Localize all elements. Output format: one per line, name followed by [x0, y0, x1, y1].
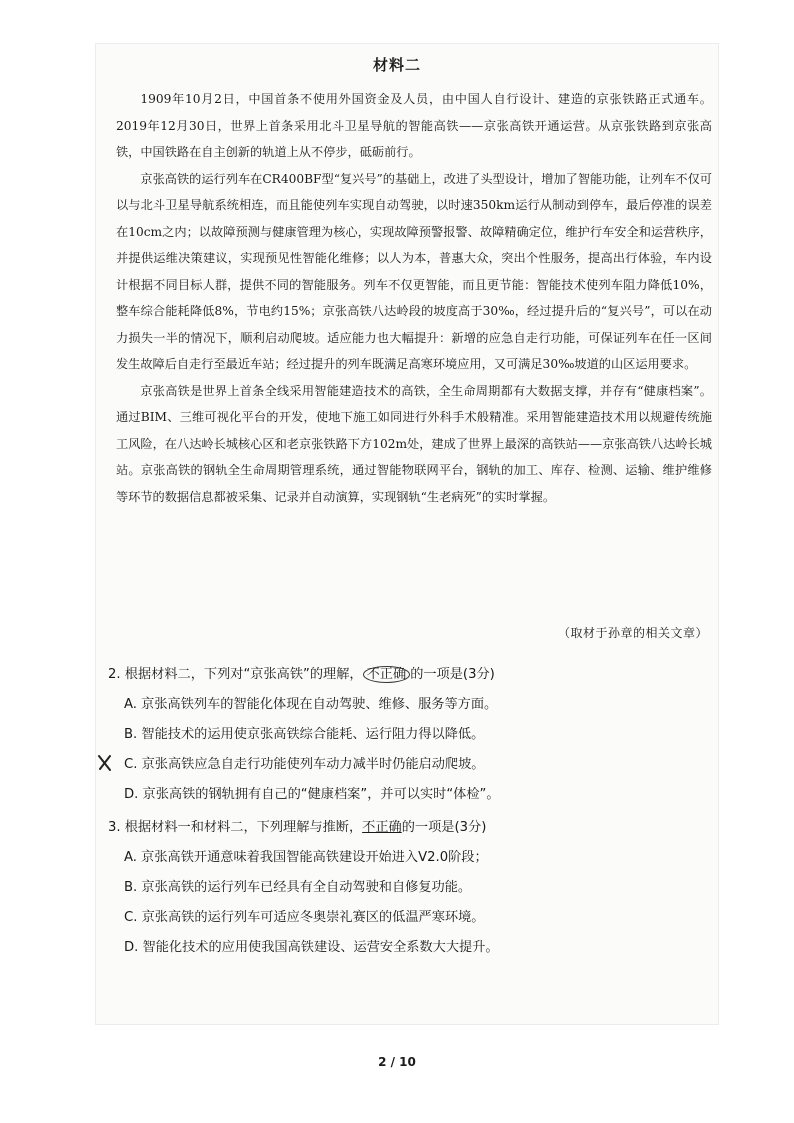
source-citation: （取材于孙章的相关文章）	[557, 626, 708, 640]
section-title: 材料二	[372, 56, 421, 74]
question-stem-after: 的一项是(3分)	[410, 667, 495, 682]
questions	[108, 660, 708, 963]
question-option: A. 京张高铁列车的智能化体现在自动驾驶、维修、服务等方面。	[124, 697, 498, 712]
question-stem-keyword: 不正确	[363, 666, 411, 683]
handwritten-check-mark	[96, 752, 114, 774]
question-stem-after: 的一项是(3分)	[401, 820, 487, 835]
question-stem-before: 3. 根据材料一和材料二，下列理解与推断，	[108, 820, 363, 835]
question-stem-keyword: 不正确	[362, 820, 402, 835]
question-option: C. 京张高铁应急自走行功能使列车动力减半时仍能启动爬坡。	[124, 757, 485, 772]
question-option: D. 京张高铁的钢轨拥有自己的“健康档案”，并可以实时“体检”。	[124, 787, 500, 802]
question-stem	[108, 813, 708, 843]
question-stem	[108, 660, 708, 690]
paragraph: 京张高铁是世界上首条全线采用智能建造技术的高铁，全生命周期都有大数据支撑，并存有“健康档案”。通过BIM、三维可视化平台的开发，使地下施工如同进行外科手术般精准。采用智能建造技术用以规避传统施工风险，在八达岭长城核心区和老京张铁路下方102m处，建成了世界上最深的高铁站——京张高铁八达岭长城站。京张高铁的钢轨全生命周期管理系统，通过智能物联网平台，钢轨的加工、库存、检测、运输、维护维修等环节的数据信息都被采集、记录并自动演算，实现钢轨“生老病死”的实时掌握。	[116, 383, 712, 504]
question-option: B. 京张高铁的运行列车已经具有全自动驾驶和自修复功能。	[124, 880, 472, 895]
question-option: B. 智能技术的运用使京张高铁综合能耗、运行阻力得以降低。	[124, 727, 485, 742]
question-option: C. 京张高铁的运行列车可适应冬奥崇礼赛区的低温严寒环境。	[124, 910, 485, 925]
question-3	[108, 813, 708, 963]
paragraph: 1909年10月2日，中国首条不使用外国资金及人员，由中国人自行设计、建造的京张铁路正式通车。2019年12月30日，世界上首条采用北斗卫星导航的智能高铁——京张高铁开通运营。从京张铁路到京张高铁，中国铁路在自主创新的轨道上从不停步，砥砺前行。	[116, 92, 712, 159]
question-option: D. 智能化技术的应用使我国高铁建设、运营安全系数大大提升。	[124, 940, 499, 955]
question-2	[108, 660, 708, 810]
question-option: A. 京张高铁开通意味着我国智能高铁建设开始进入V2.0阶段；	[124, 850, 488, 865]
paragraph: 京张高铁的运行列车在CR400BF型“复兴号”的基础上，改进了头型设计，增加了智能功能，让列车不仅可以与北斗卫星导航系统相连，而且能使列车实现自动驾驶，以时速350km运行从制动到停车，最后停准的误差在10cm之内；以故障预测与健康管理为核心，实现故障预警报警、故障精确定位，维护行车安全和运营秩序，并提供运维决策建议，实现预见性智能化维修；以人为本，普惠大众，突出个性服务，提高出行体验，车内设计根据不同目标人群，提供不同的智能服务。列车不仅更智能，而且更节能：智能技术使列车阻力降低10%，整车综合能耗降低8%，节电约15%；京张高铁八达岭段的坡度高于30‰，经过提升后的“复兴号”，可以在动力损失一半的情况下，顺利启动爬坡。适应能力也大幅提升：新增的应急自走行功能，可保证列车在任一区间发生故障后自走行至最近车站；经过提升的列车既满足高寒环境应用，又可满足30‰坡道的山区运用要求。	[116, 171, 712, 371]
passage	[116, 86, 712, 510]
question-stem-before: 2. 根据材料二，下列对“京张高铁”的理解，	[108, 667, 363, 682]
page-number: 2 / 10	[378, 1055, 416, 1069]
